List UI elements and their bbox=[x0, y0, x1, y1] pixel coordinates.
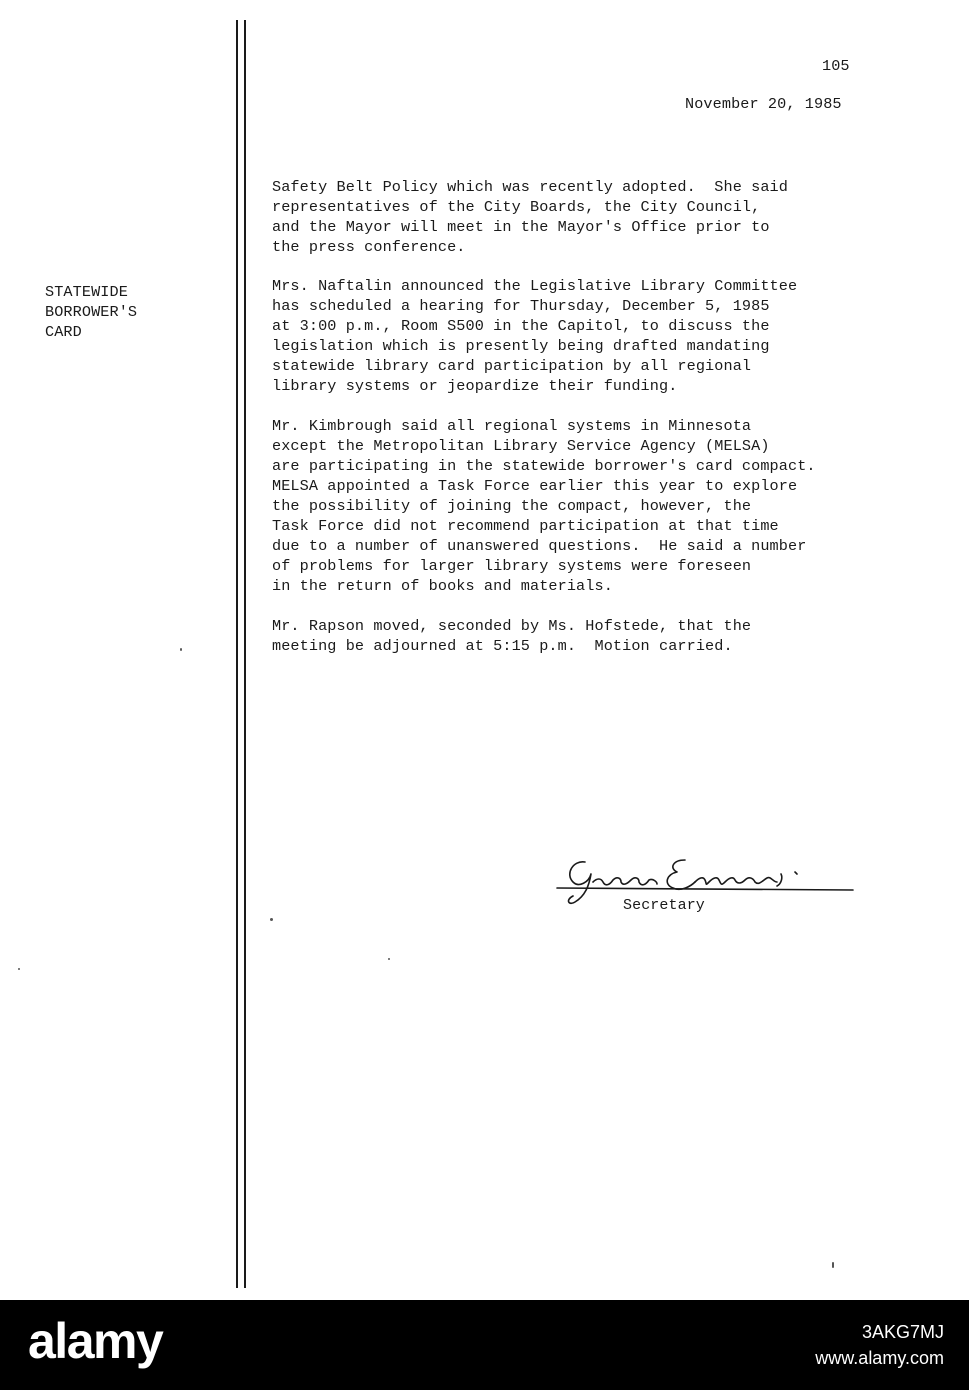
watermark-footer bbox=[0, 1300, 969, 1390]
margin-heading: STATEWIDE BORROWER'S CARD bbox=[45, 283, 138, 341]
signature-block bbox=[545, 852, 860, 922]
paper-speck bbox=[18, 968, 20, 970]
signature-title: Secretary bbox=[623, 897, 705, 914]
watermark-logo: alamy bbox=[28, 1313, 163, 1369]
watermark-image-id: 3AKG7MJ bbox=[861, 1322, 944, 1342]
document-date: November 20, 1985 bbox=[685, 95, 842, 113]
paper-speck bbox=[270, 918, 273, 921]
paper-speck bbox=[388, 958, 390, 960]
paragraph-melsa: Mr. Kimbrough said all regional systems in Minnesota except the Metropolitan Library Service Agency (MELSA) are participating in the statewide borrower's card compact. MELSA appointed a Task Force earlier this year to explore the possibility of joining the compact, however, the Task Force did not recommend participation at that time due to a number of unanswered questions. He said a number of problems for larger library systems were foreseen in the return of books and materials. bbox=[272, 417, 816, 595]
paragraph-hearing: Mrs. Naftalin announced the Legislative Library Committee has scheduled a hearing for Thursday, December 5, 1985 at 3:00 p.m., Room S500 in the Capitol, to discuss the legislation which is presently being drafted mandating statewide library card participation by all regional library systems or jeopardize their funding. bbox=[272, 277, 798, 395]
page-number: 105 bbox=[822, 57, 850, 75]
margin-rule-left bbox=[236, 20, 238, 1288]
paragraph-safety-belt: Safety Belt Policy which was recently adopted. She said representatives of the City Boards, the City Council, and the Mayor will meet in the Mayor's Office prior to the press conference. bbox=[272, 178, 788, 256]
paper-speck bbox=[832, 1262, 834, 1268]
margin-rule-right bbox=[244, 20, 246, 1288]
paper-speck bbox=[180, 648, 182, 651]
watermark-url: www.alamy.com bbox=[815, 1348, 944, 1368]
paragraph-adjournment: Mr. Rapson moved, seconded by Ms. Hofstede, that the meeting be adjourned at 5:15 p.m. Motion carried. bbox=[272, 617, 752, 655]
